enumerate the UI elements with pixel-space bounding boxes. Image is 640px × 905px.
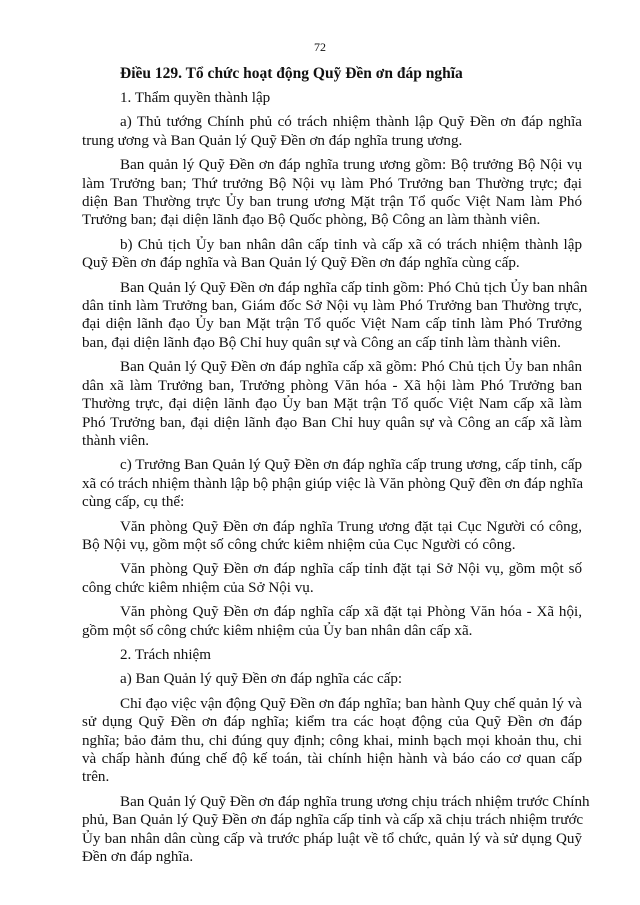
page-number: 72 <box>314 40 326 54</box>
paragraph-line: a) Thủ tướng Chính phủ có trách nhiệm thành lập Quỹ Đền ơn đáp nghĩa <box>120 114 582 131</box>
paragraph-line: b) Chủ tịch Ủy ban nhân dân cấp tỉnh và cấp xã có trách nhiệm thành lập <box>120 236 582 253</box>
paragraph <box>82 695 582 787</box>
paragraph-line: xã có trách nhiệm thành lập bộ phận giúp việc là Văn phòng Quỹ đền ơn đáp nghĩa <box>82 475 584 492</box>
document-body <box>82 64 590 872</box>
paragraph <box>82 646 582 664</box>
paragraph-line: Thường trực, đại diện lãnh đạo Ủy ban Mặt trận Tổ quốc Việt Nam cấp xã làm <box>82 396 582 413</box>
paragraph-line: Ban Quản lý Quỹ Đền ơn đáp nghĩa cấp xã gồm: Phó Chủ tịch Ủy ban nhân <box>120 359 582 376</box>
paragraph <box>82 670 582 688</box>
paragraph-line: Ủy ban nhân dân cùng cấp và trước pháp luật về tổ chức, quản lý và sử dụng Quỹ <box>82 830 582 847</box>
paragraph-line: ban, đại diện lãnh đạo Bộ Chỉ huy quân sự và Công an cấp tỉnh làm thành viên. <box>82 334 561 351</box>
paragraph-line: Văn phòng Quỹ Đền ơn đáp nghĩa cấp xã đặt tại Phòng Văn hóa - Xã hội, <box>120 604 582 621</box>
paragraph-line: trung ương và Ban Quản lý Quỹ Đền ơn đáp nghĩa trung ương. <box>82 132 463 149</box>
paragraph-line: nghĩa; bảo đảm thu, chi đúng quy định; công khai, minh bạch mọi khoản thu, chi <box>82 732 582 749</box>
paragraph-line: đại diện lãnh đạo Ủy ban Mặt trận Tổ quốc Việt Nam cấp tỉnh làm Phó Trưởng <box>82 316 582 333</box>
paragraph <box>82 236 582 273</box>
paragraph-line: gồm một số công chức kiêm nhiệm của Ủy ban nhân dân cấp xã. <box>82 622 473 639</box>
paragraph-line: phủ, Ban Quản lý Quỹ Đền ơn đáp nghĩa cấp tỉnh và cấp xã chịu trách nhiệm trước <box>82 812 584 829</box>
paragraph-line: Đền ơn đáp nghĩa. <box>82 849 194 866</box>
paragraph-line: công chức kiêm nhiệm của Sở Nội vụ. <box>82 579 314 596</box>
paragraph-line: Bộ Nội vụ, gồm một số công chức kiêm nhiệm của Cục Người có công. <box>82 536 516 553</box>
article-paragraphs <box>82 89 590 866</box>
paragraph-line: Chỉ đạo việc vận động Quỹ Đền ơn đáp nghĩa; ban hành Quy chế quản lý và <box>120 695 582 712</box>
paragraph-line: Văn phòng Quỹ Đền ơn đáp nghĩa cấp tỉnh đặt tại Sở Nội vụ, gồm một số <box>120 561 582 578</box>
paragraph-line: Trưởng ban; đại diện lãnh đạo Bộ Quốc phòng, Bộ Công an làm thành viên. <box>82 212 541 229</box>
paragraph-line: trên. <box>82 769 110 786</box>
article-heading: Điều 129. Tổ chức hoạt động Quỹ Đền ơn đáp nghĩa <box>120 65 463 82</box>
paragraph-line: sử dụng Quỹ Đền ơn đáp nghĩa; kiểm tra các hoạt động của Quỹ Đền ơn đáp <box>82 714 582 731</box>
paragraph-line: làm Trưởng ban; Thứ trưởng Bộ Nội vụ làm Phó Trưởng ban Thường trực; đại <box>82 175 582 192</box>
paragraph-line: 2. Trách nhiệm <box>120 646 211 663</box>
paragraph <box>82 89 582 107</box>
paragraph <box>82 603 582 640</box>
paragraph-line: dân tỉnh làm Trưởng ban, Giám đốc Sở Nội vụ làm Phó Trưởng ban Thường trực, <box>82 298 582 315</box>
paragraph-line: Ban Quản lý Quỹ Đền ơn đáp nghĩa trung ương chịu trách nhiệm trước Chính <box>120 793 590 810</box>
paragraph <box>82 560 582 597</box>
paragraph-line: Quỹ Đền ơn đáp nghĩa và Ban Quản lý Quỹ Đền ơn đáp nghĩa cùng cấp. <box>82 255 520 272</box>
paragraph <box>82 156 582 230</box>
paragraph-line: diện Ban Thường trực Ủy ban trung ương Mặt trận Tổ quốc Việt Nam làm Phó <box>82 194 582 211</box>
paragraph-line: và chấp hành đúng chế độ kế toán, tài chính hiện hành và báo cáo cơ quan cấp <box>82 751 582 767</box>
paragraph-line: dân xã làm Trưởng ban, Trưởng phòng Văn hóa - Xã hội làm Phó Trưởng ban <box>82 377 582 394</box>
paragraph-line: c) Trưởng Ban Quản lý Quỹ Đền ơn đáp nghĩa cấp trung ương, cấp tỉnh, cấp <box>120 457 582 474</box>
paragraph-line: a) Ban Quản lý quỹ Đền ơn đáp nghĩa các cấp: <box>120 671 403 688</box>
paragraph-line: Ban Quản lý Quỹ Đền ơn đáp nghĩa cấp tỉnh gồm: Phó Chủ tịch Ủy ban nhân <box>120 279 588 296</box>
paragraph-line: Ban quản lý Quỹ Đền ơn đáp nghĩa trung ương gồm: Bộ trưởng Bộ Nội vụ <box>120 157 582 174</box>
paragraph <box>82 113 582 150</box>
paragraph <box>82 279 588 353</box>
paragraph <box>82 793 590 867</box>
paragraph <box>82 518 582 555</box>
paragraph <box>82 456 582 511</box>
paragraph <box>82 358 582 450</box>
paragraph-line: Phó Trưởng ban, đại diện lãnh đạo Ban Chỉ huy quân sự và Công an cấp xã làm <box>82 414 582 431</box>
paragraph-line: cùng cấp, cụ thể: <box>82 494 185 511</box>
paragraph-line: Văn phòng Quỹ Đền ơn đáp nghĩa Trung ương đặt tại Cục Người có công, <box>120 518 582 535</box>
paragraph-line: thành viên. <box>82 432 150 449</box>
paragraph-line: 1. Thẩm quyền thành lập <box>120 90 271 106</box>
